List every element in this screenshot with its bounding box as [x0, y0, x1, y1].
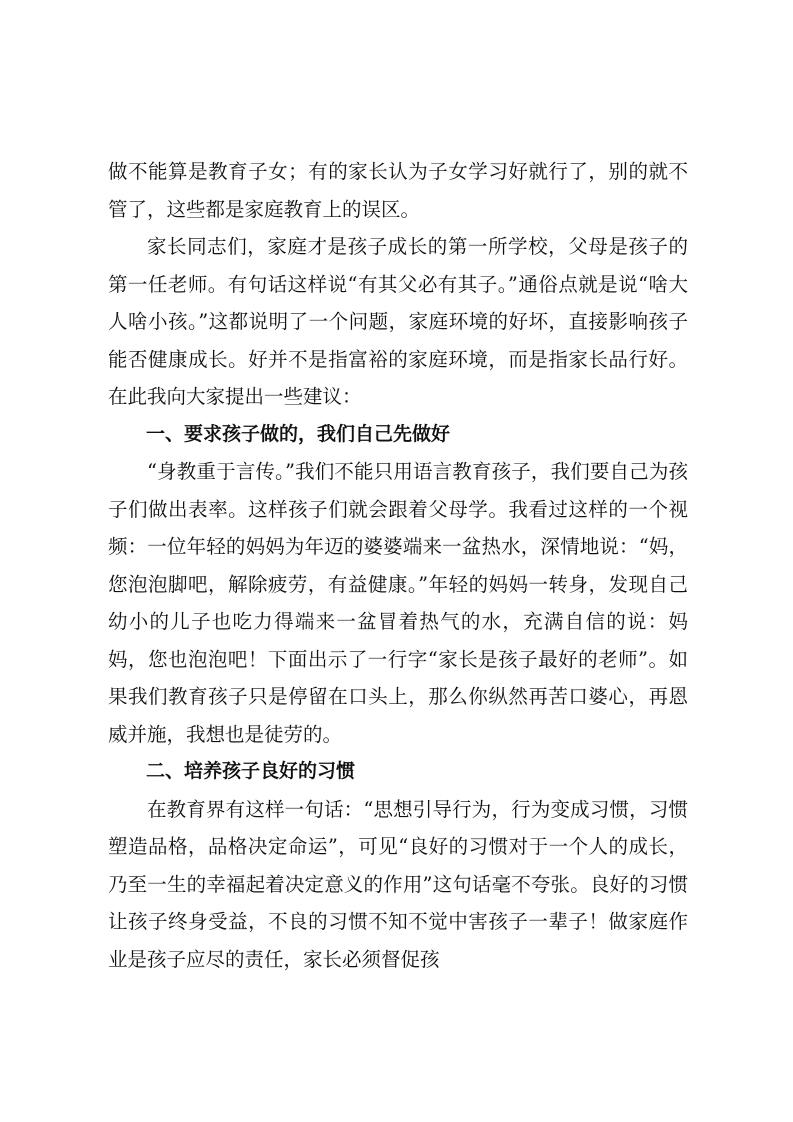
paragraph-lead-by-example: “身教重于言传。”我们不能只用语言教育孩子，我们要自己为孩子们做出表率。这样孩子们就会跟着父母学。我看过这样的一个视频：一位年轻的妈妈为年迈的婆婆端来一盆热水，深情地说：“妈，您泡泡脚吧，解除疲劳，有益健康。”年轻的妈妈一转身，发现自己幼小的儿子也吃力得端来一盆冒着热气的水，充满自信的说：妈妈，您也泡泡吧！下面出示了一行字“家长是孩子最好的老师”。如果我们教育孩子只是停留在口头上，那么你纵然再苦口婆心，再恩威并施，我想也是徒劳的。: [108, 460, 688, 746]
paragraph-family-school: 家长同志们，家庭才是孩子成长的第一所学校，父母是孩子的第一任老师。有句话这样说“有其父必有其子。”通俗点就是说“啥大人啥小孩。”这都说明了一个问题，家庭环境的好坏，直接影响孩子能否健康成长。好并不是指富裕的家庭环境，而是指家长品行好。在此我向大家提出一些建议：: [108, 235, 688, 408]
paragraph-good-habits: 在教育界有这样一句话：“思想引导行为，行为变成习惯，习惯塑造品格，品格决定命运”，可见“良好的习惯对于一个人的成长，乃至一生的幸福起着决定意义的作用”这句话毫不夸张。良好的习惯让孩子终身受益，不良的习惯不知不觉中害孩子一辈子！做家庭作业是孩子应尽的责任，家长必须督促孩: [108, 797, 688, 971]
paragraph-continuation: 做不能算是教育子女；有的家长认为子女学习好就行了，别的就不管了，这些都是家庭教育上的误区。: [108, 160, 688, 221]
section-heading-2: 二、培养孩子良好的习惯: [146, 760, 356, 782]
section-heading-1: 一、要求孩子做的，我们自己先做好: [146, 422, 451, 445]
document-body: [108, 153, 688, 978]
